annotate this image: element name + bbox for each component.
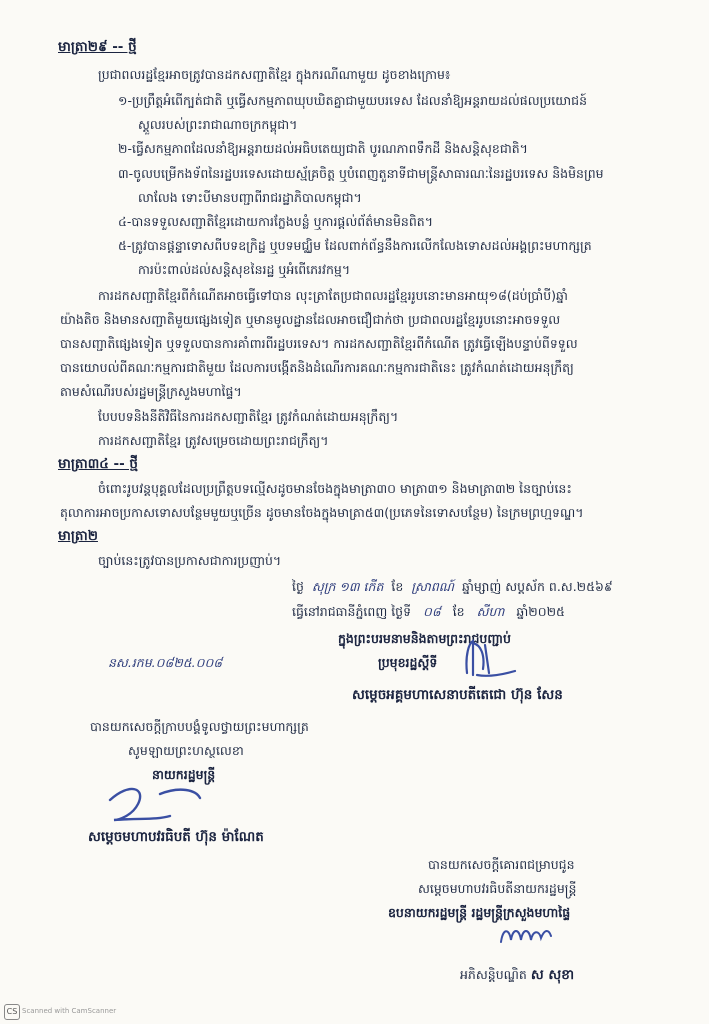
article-29-para3: ការដកសញ្ជាតិខ្មែរ ត្រូវសម្រេចដោយព្រះរាជក្រឹត្យ។ [98, 433, 329, 448]
article-29-item-5a: ៥-ត្រូវបានផ្ដន្ទាទោសពីបទឧក្រិដ្ឋ ឬបទមជ្ឈិម ដែលពាក់ព័ន្ធនឹងការលើកលែងទោសដល់អង្គព្រះមហាក្សត្រ [118, 238, 592, 253]
article-29-item-5b: ការប៉ះពាល់ដល់សន្តិសុខនៃរដ្ឋ ឬអំពើភេរវកម្ម។ [138, 262, 351, 277]
article-2-heading: មាត្រា២ [58, 528, 98, 544]
hun-sen-signature-icon [455, 635, 525, 683]
article-2-line-1: ច្បាប់នេះត្រូវបានប្រកាសជាការប្រញាប់។ [98, 553, 282, 568]
article-29-para1-c: បានសញ្ជាតិផ្សេងទៀត ឬទទួលបានការគាំពារពីរដ្ឋបរទេស។ ការដកសញ្ជាតិខ្មែរពីកំណើត ត្រូវធ្វើឡើងបន្ទាប់ពីទទួល [60, 336, 578, 351]
article-29-para2: បែបបទនិងនីតិវិធីនៃការដកសញ្ជាតិខ្មែរ ត្រូវកំណត់ដោយអនុក្រឹត្យ។ [98, 409, 399, 424]
lunar-date: ថ្ងៃ សុក្រ ១៣ កើត ខែ ស្រាពណ៍ ឆ្នាំម្សាញ់ សប្តស័ក ព.ស.២៥៦៩ [292, 579, 613, 594]
article-34-heading: មាត្រា៣៤ -- ថ្មី [58, 456, 138, 472]
pm-block-line-2: សូមឡាយព្រះហស្ថលេខា [128, 743, 244, 758]
hun-sen-name: សម្តេចអគ្គមហាសេនាបតីតេជោ ហ៊ុន សែន [352, 687, 563, 703]
sar-sokha-name: អភិសន្តិបណ្ឌិត ស សុខា [460, 967, 575, 983]
scanner-label: Scanned with CamScanner [22, 1007, 117, 1015]
article-29-para1-b: យ៉ាងតិច និងមានសញ្ជាតិមួយផ្សេងទៀត ឬមានមូលដ្ឋានដែលអាចជឿជាក់ថា ប្រជាពលរដ្ឋខ្មែររូបនោះអាចទទួល [60, 312, 561, 327]
article-29-para1-a: ការដកសញ្ជាតិខ្មែរពីកំណើតអាចធ្វើទៅបាន លុះត្រាតែប្រជាពលរដ្ឋខ្មែររូបនោះមានអាយុ១៨(ដប់ប្រាំបី)ឆ្នាំ [98, 288, 568, 303]
sar-sokha-signature-icon [495, 918, 555, 952]
pm-block-title: នាយករដ្ឋមន្ត្រី [152, 767, 216, 782]
hun-manet-signature-icon [100, 780, 210, 830]
solar-date: ធ្វើនៅរាជធានីភ្នំពេញ ថ្ងៃទី ០៨ ខែ សីហា ឆ្នាំ២០២៥ [292, 604, 565, 619]
solar-month-handwritten: សីហា [476, 604, 505, 619]
article-29-intro: ប្រជាពលរដ្ឋខ្មែរអាចត្រូវបានដកសញ្ជាតិខ្មែរ ក្នុងករណីណាមួយ ដូចខាងក្រោម៖ [98, 67, 451, 82]
article-29-para1-e: តាមសំណើរបស់រដ្ឋមន្ត្រីក្រសួងមហាផ្ទៃ។ [60, 384, 242, 399]
pm-block-line-1: បានយកសេចក្ដីក្រាបបង្គំទូលថ្វាយព្រះមហាក្សត្រ [90, 719, 309, 734]
article-29-para1-d: បានយោបល់ពីគណៈកម្មការជាតិមួយ ដែលការបង្កើតនិងដំណើរការគណៈកម្មការជាតិនេះ ត្រូវកំណត់ដោយអនុក្រឹត្យ [60, 360, 574, 375]
article-29-item-3b: លាលែង ទោះបីមានបញ្ជាពីរាជរដ្ឋាភិបាលកម្ពុជា។ [138, 190, 362, 205]
solar-day-handwritten: ០៨ [423, 604, 441, 619]
article-29-item-4: ៤-បានទទួលសញ្ជាតិខ្មែរដោយការក្លែងបន្លំ ឬការផ្ដល់ព័ត៌មានមិនពិត។ [118, 214, 433, 229]
article-29-item-3a: ៣-ចូលបម្រើកងទ័ពនៃរដ្ឋបរទេសដោយស្ម័គ្រចិត្ត ឬបំពេញតួនាទីជាមន្ត្រីសាធារណៈនៃរដ្ឋបរទេស និងមិនព្រម [118, 166, 604, 181]
article-29-item-2: ២-ធ្វើសកម្មភាពដែលនាំឱ្យអន្តរាយដល់អធិបតេយ្យជាតិ បូរណភាពទឹកដី និងសន្តិសុខជាតិ។ [118, 141, 528, 156]
interior-block-line-2: សម្តេចមហាបវរធិបតីនាយករដ្ឋមន្ត្រី [418, 881, 577, 896]
hun-manet-name: សម្តេចមហាបវរធិបតី ហ៊ុន ម៉ាណែត [88, 829, 264, 845]
king-sign-line-2: ប្រមុខរដ្ឋស្ដីទី [378, 655, 438, 670]
interior-block-line-1: បានយកសេចក្ដីគោរពជម្រាបជូន [428, 857, 575, 872]
article-29-item-1a: ១-ប្រព្រឹត្តអំពើក្បត់ជាតិ ឬធ្វើសកម្មភាពឃុបឃិតគ្នាជាមួយបរទេស ដែលនាំឱ្យអន្តរាយដល់ផលប្រយោជន៍ [118, 93, 588, 108]
interior-block-title: ឧបនាយករដ្ឋមន្ត្រី រដ្ឋមន្ត្រីក្រសួងមហាផ្ទៃ [388, 905, 571, 920]
article-34-line-1: ចំពោះរូបវន្តបុគ្គលដែលប្រព្រឹត្តបទល្មើសដូចមានចែងក្នុងមាត្រា៣០ មាត្រា៣១ និងមាត្រា៣២ នៃច្បាប់នេះ [98, 481, 572, 496]
reference-number: នស.រកម.០៨២៥.០០៨ [108, 655, 223, 670]
article-34-line-2: តុលាការអាចប្រកាសទោសបន្ថែមមួយឬច្រើន ដូចមានចែងក្នុងមាត្រា៥៣(ប្រភេទនៃទោសបន្ថែម) នៃក្រមព្រហ្មទណ្ឌ។ [60, 505, 584, 520]
camscanner-logo-icon: CS [4, 1004, 20, 1020]
article-29-heading: មាត្រា២៩ -- ថ្មី [58, 39, 137, 55]
king-sign-line-1: ក្នុងព្រះបរមនាមនិងតាមព្រះរាជបញ្ជាប់ [338, 631, 511, 646]
lunar-day-handwritten: សុក្រ ១៣ កើត [311, 579, 384, 594]
article-29-item-1b: ស្ដួលរបស់ព្រះរាជាណាចក្រកម្ពុជា។ [138, 117, 298, 132]
lunar-month-handwritten: ស្រាពណ៍ [411, 579, 455, 594]
